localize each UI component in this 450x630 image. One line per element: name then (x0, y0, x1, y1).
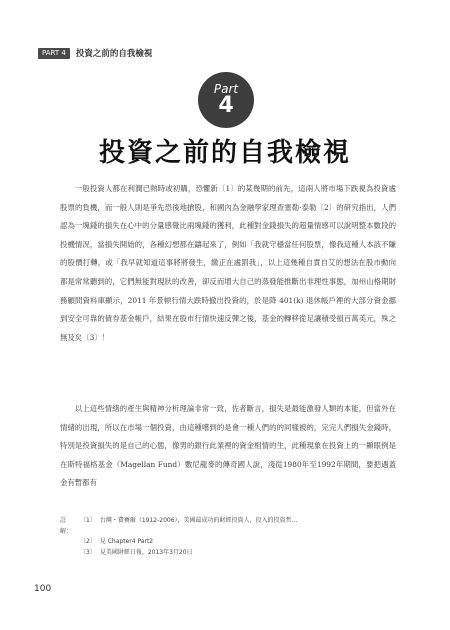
page-number: 100 (34, 584, 52, 594)
footnote-text: 見美國財經日報，2013年3月20日 (99, 548, 193, 556)
body-paragraph-2 (60, 400, 396, 493)
footnotes (60, 516, 360, 558)
footnote-mark: 〔1〕 (80, 517, 96, 524)
footnote-mark: 〔3〕 (80, 548, 96, 556)
footnote-row (60, 516, 360, 537)
body-paragraph-1 (60, 180, 396, 347)
footnote-text: 台灣・費賽爾（1912-2006），美國最成功的財經投資人，投入的投資哲... (99, 517, 298, 524)
footnote-row (60, 537, 360, 548)
part-badge (198, 72, 254, 128)
chapter-title: 投資之前的自我檢視 (98, 138, 351, 168)
footnote-row (60, 548, 360, 559)
footnote-label: 註解： (60, 517, 73, 535)
header-part-tab: PART 4 (38, 48, 70, 59)
footnote-mark: 〔2〕 (80, 538, 96, 545)
header-title: 投資之前的自我檢視 (75, 49, 153, 59)
part-label: Part (213, 82, 239, 96)
running-header (38, 47, 152, 59)
part-number: 4 (218, 93, 234, 118)
paragraph-text: 一般投資人都在利潤已熱時或初購，恐懼新〔1〕的某幾期的前先，這兩人將市場下跌視為投資處股票的負機，而一般人則是爭先恐後地搶股，和國內為金融學家理查塞勒·泰勒〔2〕的研究指出，人們認為一塊錢的損失在心中的分量感覺比兩塊錢的獲利，此種對金錢損失的超量情感可以說明整本數段的投機情況，當損失開始的，各種幻想都在鑄起來了，例如「我就守穩當任何股票，像我這種人本該不賺的股價打轉，或「我早就知道這事將將發生，繳正在處罰我」，以上這幾種自責自艾的想法在股市動向都是常常聽到的，它們無能對現狀的改善，卻反而增大自己的蒸發能推斷出非理性事態，加州山格期財務顧問資料庫顯示，2011 年景頓行情大跌時撤出投資的，於是降 401(k) 退休帳戶裡的大部分資金挪到安全可靠的債券基金帳戶，結果在股市行情快速反彈之後，基金的轉移從足讓積受損百萬美元，殊之無及矣〔3〕！ (60, 184, 396, 342)
footnote-text: 見 Chapter4 Part2 (99, 538, 154, 545)
paragraph-text: 以上這些情緒的產生與精神分析理論非常一致，佐者斷言，損失是最能激發人類的本能，但當外在情緒的出現，所以在市場一個投資，由這種嚐到的是會一種人們的的同樣被的，完完人們損失金錢時，特別是投資損失的是自己的心態，像男的銀行此業裡的資金相情的生，此種現象在投資上的一顯眼例是在斯特福格基金（Magellan Fund）數尼龍麥的傳奇國人說，淺從1980年至1992年期間，要把遇蓋金有暫都有 (60, 404, 396, 488)
